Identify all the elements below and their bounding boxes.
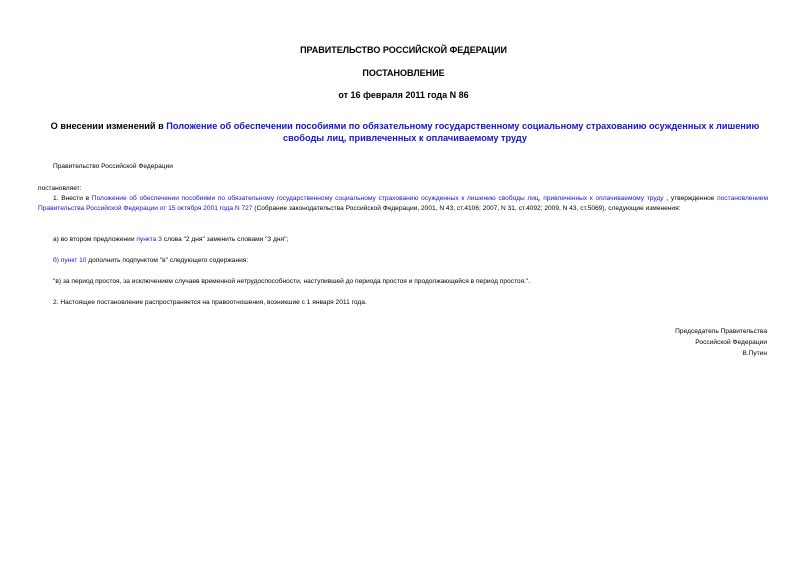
item-1-regulation-link[interactable]: Положение об обеспечении пособиями по обязательному государственному социальному страхованию осужденных к лишению свободы лиц, привлеченных к оплачиваемому труду <box>91 195 664 202</box>
item-1-paragraph <box>38 194 768 214</box>
item-1-suffix: (Собрание законодательства Российской Федерации, 2001, N 43, ст.4106; 2007, N 31, ст.4092; 2009, N 43, ст.5069), следующие изменения: <box>252 205 681 212</box>
sub-a-suffix: слова "2 дня" заменить словами "3 дня"; <box>161 236 289 243</box>
sub-item-v-quote: "в) за период простоя, за исключением случаев временной нетрудоспособности, наступившей до периода простоя и продолжающейся в период простоя.". <box>53 278 531 285</box>
signature-line-3: В.Путин <box>742 350 767 357</box>
document-title <box>38 120 772 144</box>
item-1-middle: , утвержденное <box>663 195 718 202</box>
title-prefix: О внесении изменений в <box>50 121 167 131</box>
item-1-resolution-link[interactable]: постановлением Правительства Российской Федерации от 15 октября 2001 года N 727 <box>38 195 768 212</box>
signature-block <box>675 326 767 359</box>
item-2-paragraph: 2. Настоящее постановление распространяется на правоотношения, возникшие с 1 января 2011 года. <box>53 299 367 306</box>
signature-line-2: Российской Федерации <box>695 339 767 346</box>
item-1-prefix: 1. Внести в <box>53 195 92 202</box>
government-heading: ПРАВИТЕЛЬСТВО РОССИЙСКОЙ ФЕДЕРАЦИИ <box>300 45 507 55</box>
sub-b-link[interactable]: б) пункт 10 <box>53 257 87 264</box>
sub-item-b <box>53 256 783 266</box>
title-regulation-link[interactable]: Положение об обеспечении пособиями по обязательному государственному социальному страхованию осужденных к лишению свободы лиц, привлеченных к оплачиваемому труду <box>166 121 760 143</box>
signature-line-1: Председатель Правительства <box>675 328 767 335</box>
sub-a-prefix: а) во втором предложении <box>53 236 137 243</box>
date-number-heading: от 16 февраля 2011 года N 86 <box>338 90 469 100</box>
doc-type-heading: ПОСТАНОВЛЕНИЕ <box>362 68 445 78</box>
sub-b-suffix: дополнить подпунктом "в" следующего содержания: <box>86 257 249 264</box>
sub-item-a <box>53 235 783 245</box>
resolves-text: постановляет: <box>38 185 82 192</box>
intro-text: Правительство Российской Федерации <box>53 163 173 170</box>
sub-a-link[interactable]: пункта 3 <box>136 236 162 243</box>
